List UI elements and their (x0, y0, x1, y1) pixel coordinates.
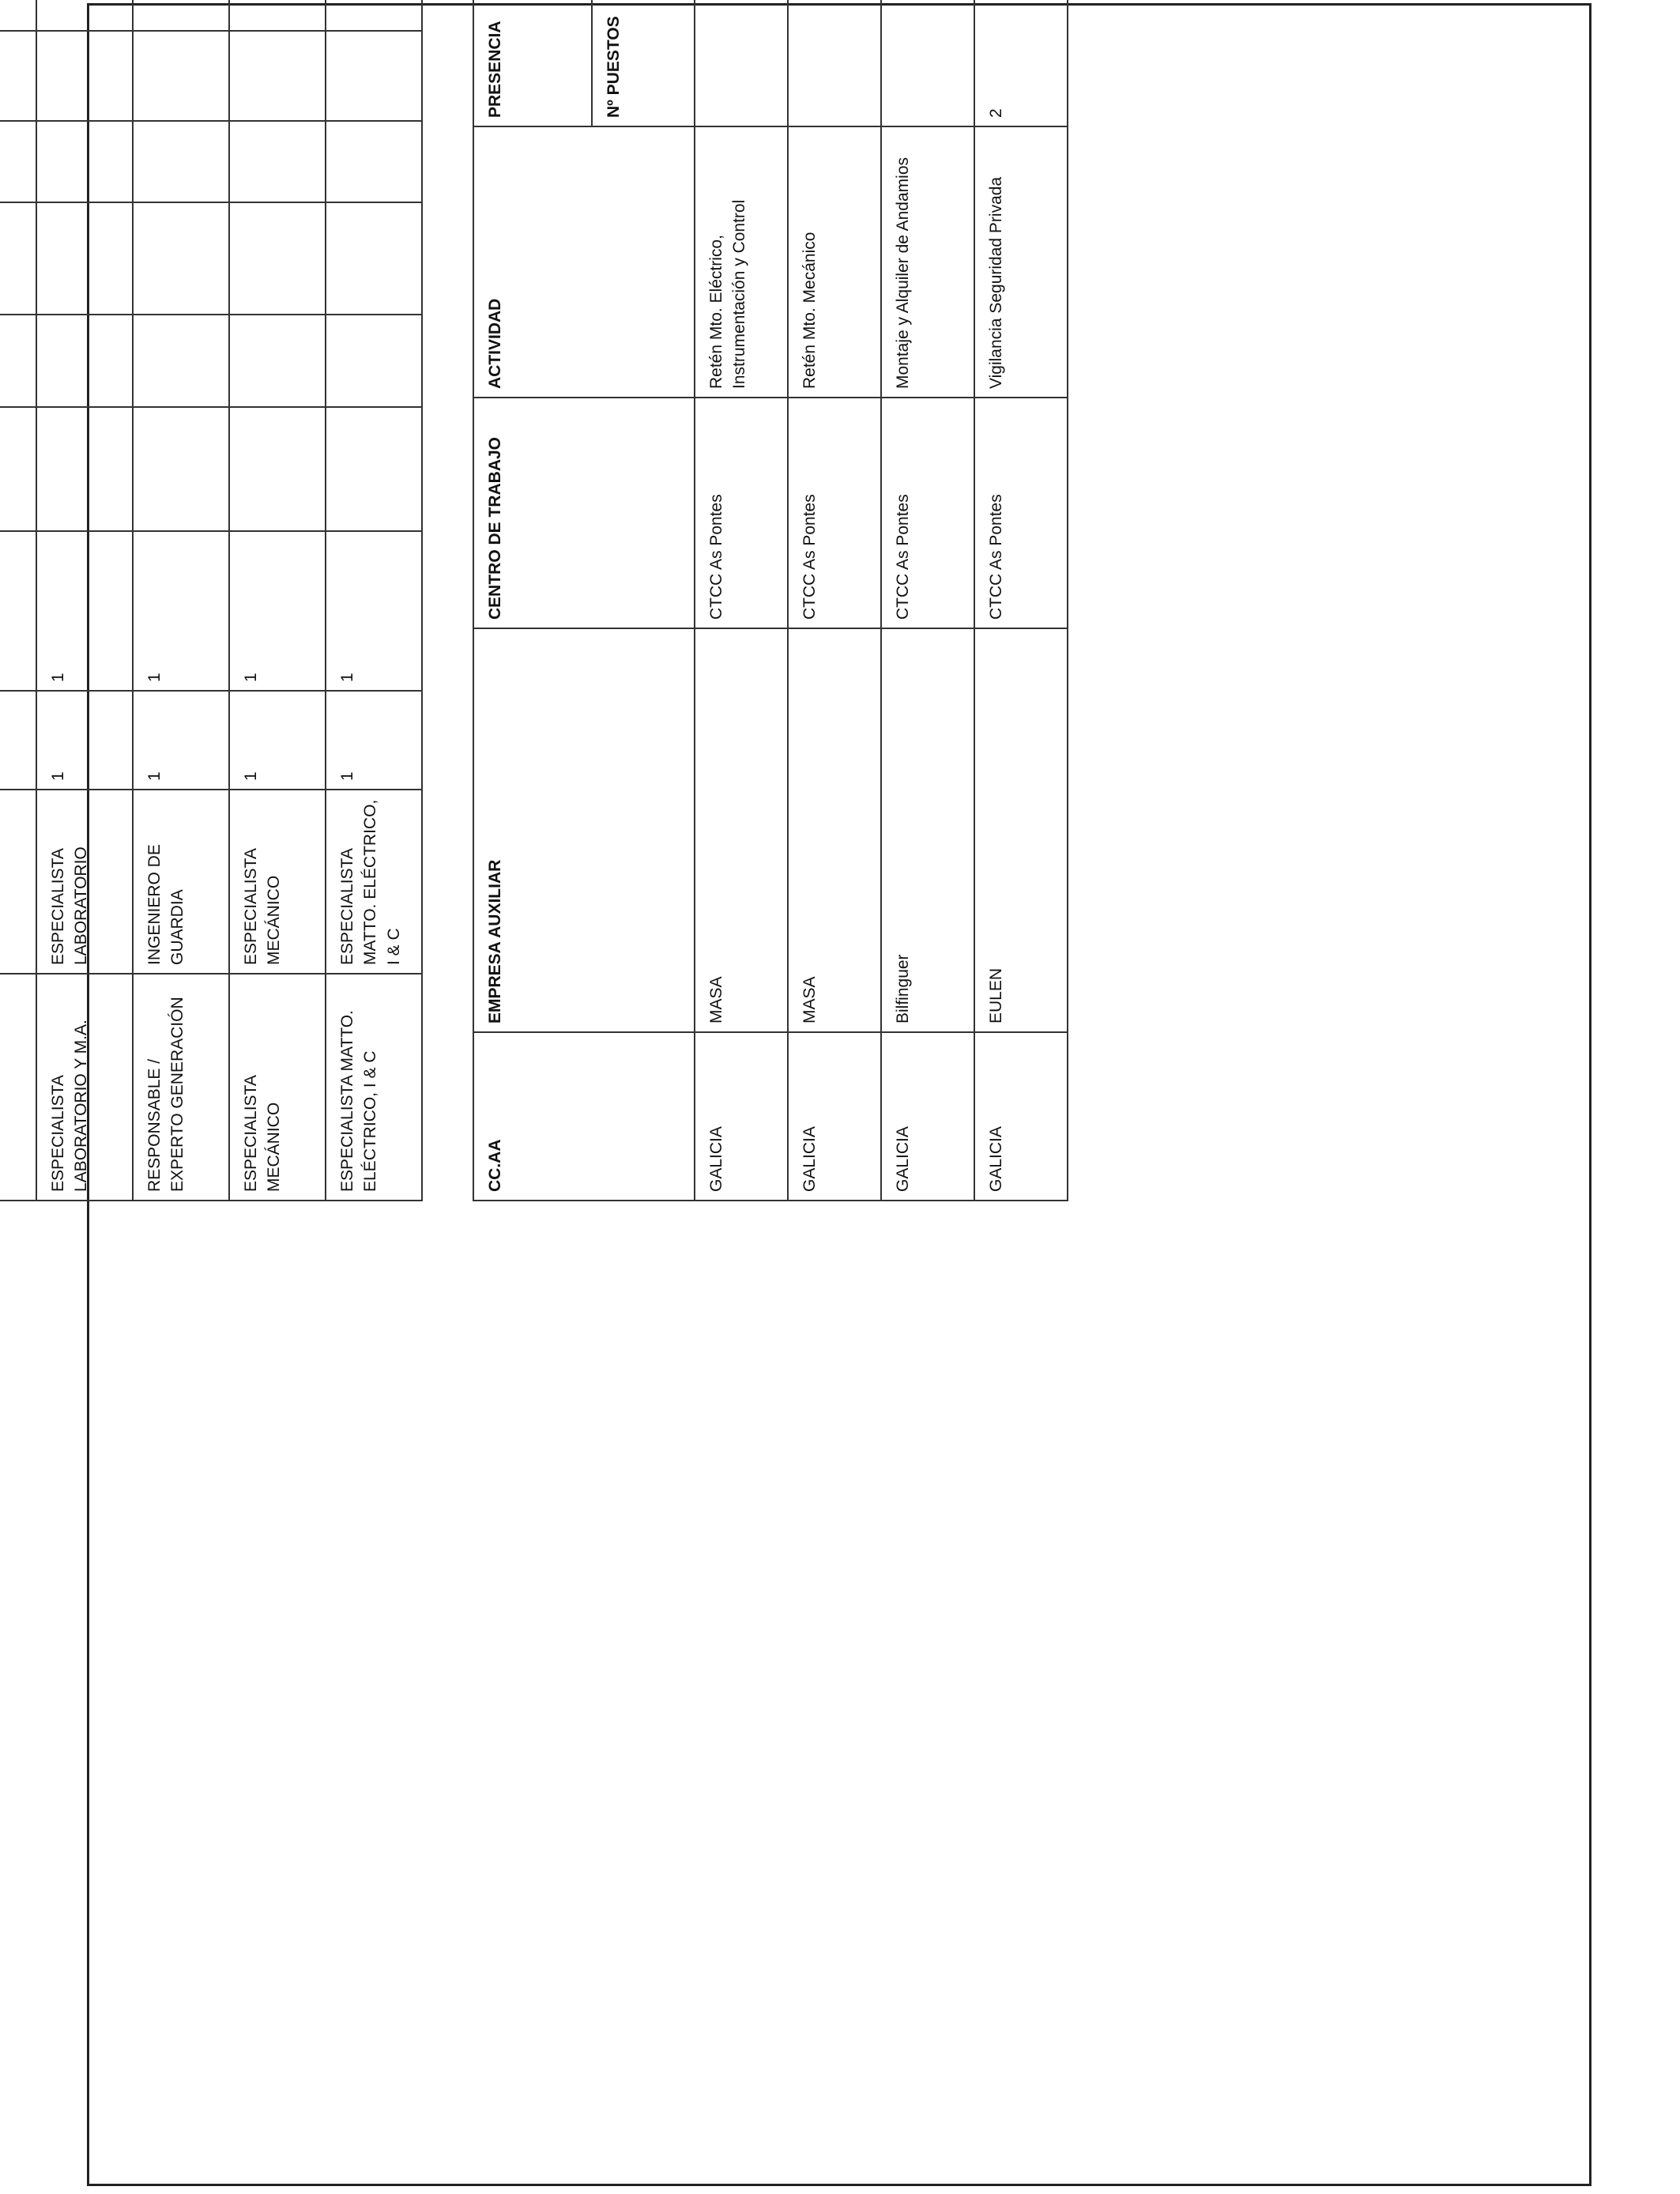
cell-actividad: Montaje y Alquiler de Andamios (881, 126, 974, 398)
table-cell: ESPECIALISTA MATTO. ELÉCTRICO, I & C (326, 790, 422, 974)
table-cell (0, 790, 36, 974)
table-cell (36, 315, 133, 407)
table-cell (0, 974, 36, 1201)
table-cell (133, 121, 229, 202)
table-row (0, 0, 36, 1201)
table-cell (36, 121, 133, 202)
table-cell: ESPECIALISTA LABORATORIO (36, 790, 133, 974)
table-cell (229, 0, 326, 31)
table-cell: 1 (36, 691, 133, 790)
cell-pres-puestos (881, 0, 974, 126)
roles-table (0, 0, 423, 1201)
table-cell (36, 407, 133, 531)
header-ccaa: CC.AA (473, 1032, 695, 1201)
cell-empresa: EULEN (974, 628, 1068, 1032)
cell-actividad: Retén Mto. Eléctrico, Instrumentación y Control (695, 126, 788, 398)
header-centro-de-trabajo: CENTRO DE TRABAJO (473, 398, 695, 628)
table-cell (0, 202, 36, 315)
table-cell (0, 407, 36, 531)
cell-ccaa: GALICIA (881, 1032, 974, 1201)
table-cell: 1 (229, 691, 326, 790)
table-cell (133, 0, 229, 31)
table-cell (133, 31, 229, 121)
table-cell (229, 407, 326, 531)
table-cell (326, 0, 422, 31)
table-cell (36, 0, 133, 31)
table-cell (326, 315, 422, 407)
table-cell: RESPONSABLE / EXPERTO GENERACIÓN (133, 974, 229, 1201)
cell-actividad: Retén Mto. Mecánico (788, 126, 881, 398)
table-cell (326, 121, 422, 202)
table-cell: INGENIERO DE GUARDIA (133, 790, 229, 974)
table-cell (0, 315, 36, 407)
cell-empresa: MASA (695, 628, 788, 1032)
table-cell: ESPECIALISTA MATTO. ELÉCTRICO, I & C (326, 974, 422, 1201)
table-cell (0, 121, 36, 202)
cell-pres-puestos (788, 0, 881, 126)
table-cell (36, 31, 133, 121)
table-cell: 1 (133, 531, 229, 691)
contractors-table (473, 0, 1068, 1201)
cell-centro: CTCC As Pontes (881, 398, 974, 628)
cell-empresa: Bilfinguer (881, 628, 974, 1032)
header-presencia: PRESENCIA (473, 0, 592, 126)
cell-actividad: Vigilancia Seguridad Privada (974, 126, 1068, 398)
table-row (881, 0, 974, 1201)
cell-ccaa: GALICIA (974, 1032, 1068, 1201)
table-cell: 1 (133, 691, 229, 790)
table-row (974, 0, 1068, 1201)
cell-pres-puestos: 2 (974, 0, 1068, 126)
table-cell (133, 407, 229, 531)
table-row (229, 0, 326, 1201)
table-row (788, 0, 881, 1201)
table-cell (229, 202, 326, 315)
table-row (695, 0, 788, 1201)
header-actividad: ACTIVIDAD (473, 126, 695, 398)
cell-ccaa: GALICIA (788, 1032, 881, 1201)
table-cell: ESPECIALISTA LABORATORIO Y M.A. (36, 974, 133, 1201)
cell-centro: CTCC As Pontes (974, 398, 1068, 628)
table-cell (0, 0, 36, 31)
table-cell (133, 202, 229, 315)
table-row (36, 0, 133, 1201)
cell-centro: CTCC As Pontes (788, 398, 881, 628)
table-cell: 1 (326, 691, 422, 790)
table-cell: 1 (326, 531, 422, 691)
table-cell (0, 531, 36, 691)
cell-centro: CTCC As Pontes (695, 398, 788, 628)
table-cell (0, 691, 36, 790)
table-cell (0, 31, 36, 121)
cell-empresa: MASA (788, 628, 881, 1032)
table-cell (326, 202, 422, 315)
table-cell: 1 (229, 531, 326, 691)
table-row (326, 0, 422, 1201)
table-cell (229, 315, 326, 407)
table-cell (326, 407, 422, 531)
header-presencia-puestos: Nº PUESTOS (592, 0, 695, 126)
table-cell (133, 315, 229, 407)
table-cell: 1 (36, 531, 133, 691)
table-cell (36, 202, 133, 315)
cell-pres-puestos (695, 0, 788, 126)
cell-ccaa: GALICIA (695, 1032, 788, 1201)
rotated-sheet (0, 0, 1147, 1201)
table-cell (326, 31, 422, 121)
header-empresa-auxiliar: EMPRESA AUXILIAR (473, 628, 695, 1032)
table-cell: ESPECIALISTA MECÁNICO (229, 974, 326, 1201)
table-cell: ESPECIALISTA MECÁNICO (229, 790, 326, 974)
table-cell (229, 121, 326, 202)
table-cell (229, 31, 326, 121)
table-row (133, 0, 229, 1201)
